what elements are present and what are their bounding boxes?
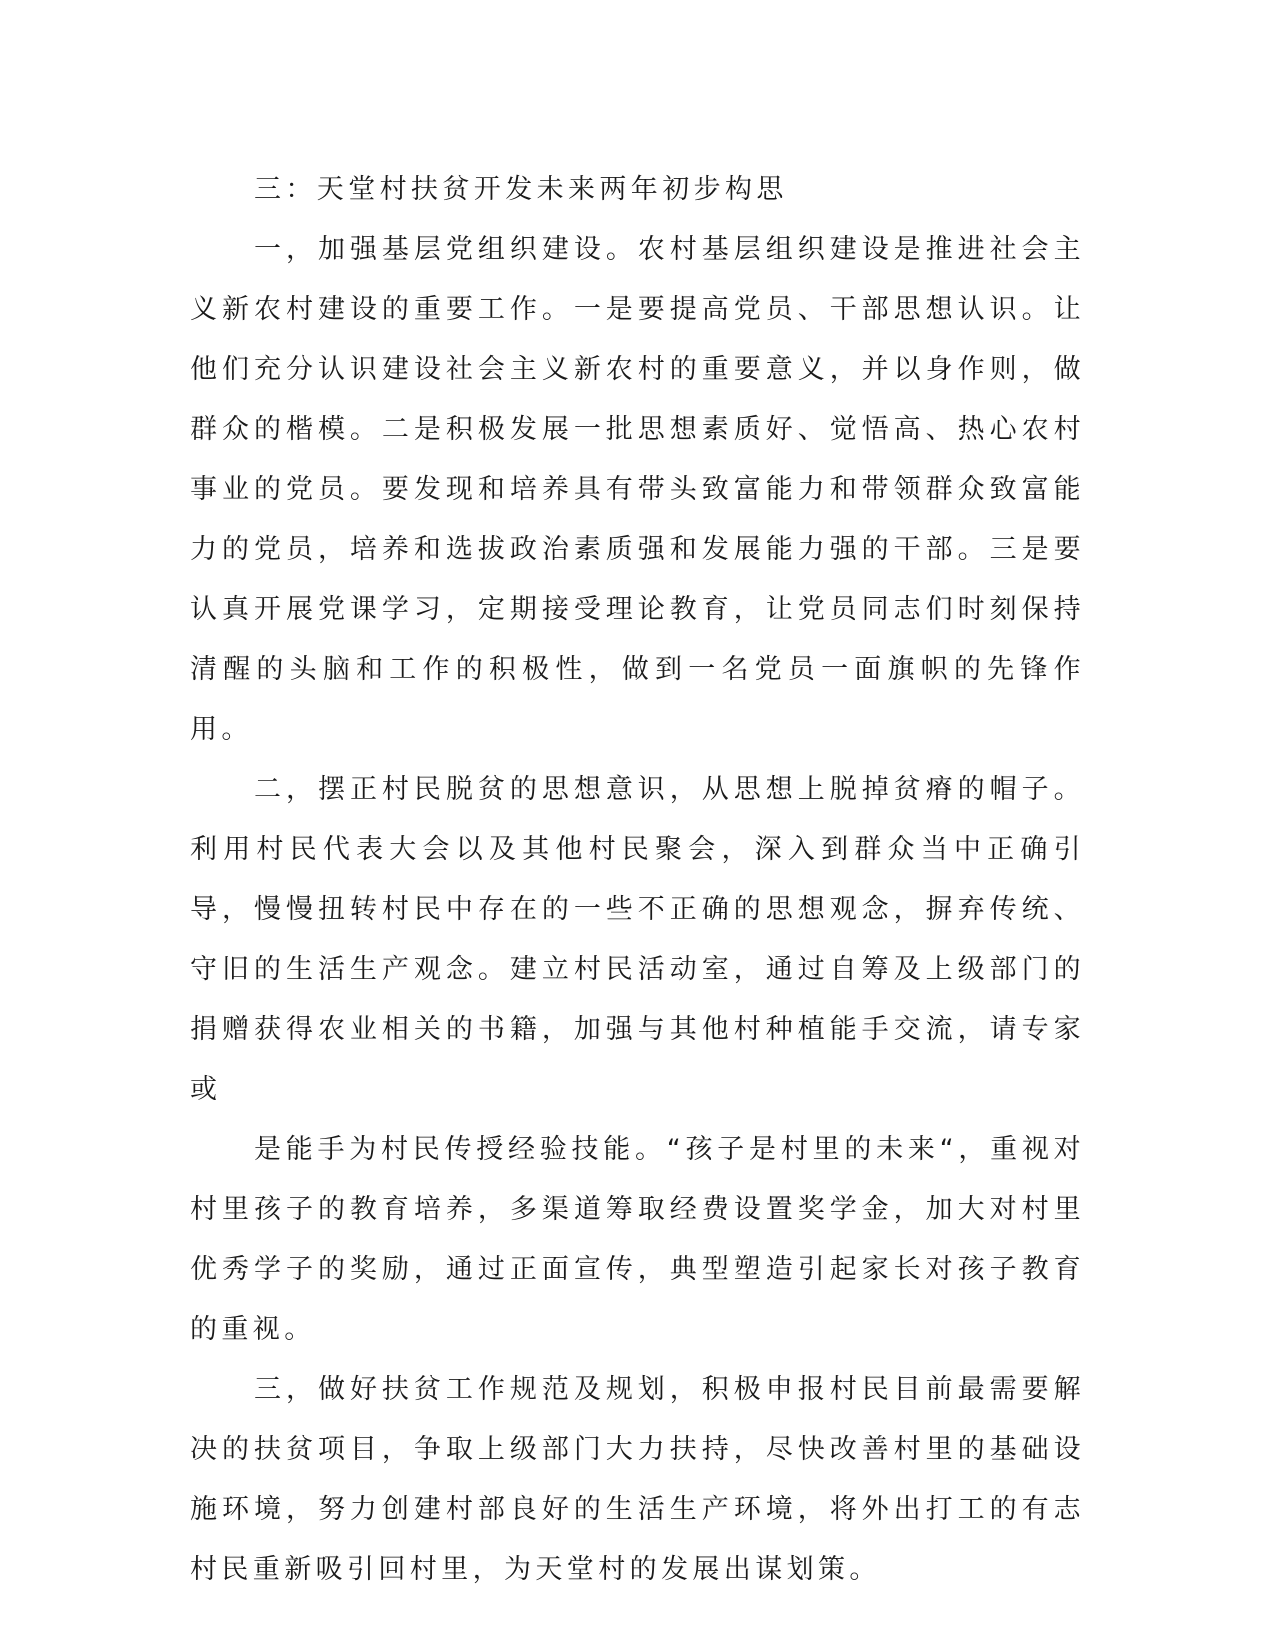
document-body: [190, 160, 1085, 1600]
paragraph-planning: 三，做好扶贫工作规范及规划，积极申报村民目前最需要解决的扶贫项目，争取上级部门大力扶持，尽快改善村里的基础设施环境，努力创建村部良好的生活生产环境，将外出打工的有志村民重新吸引回村里，为天堂村的发展出谋划策。: [190, 1374, 1085, 1585]
paragraph-mindset: 二，摆正村民脱贫的思想意识，从思想上脱掉贫瘠的帽子。利用村民代表大会以及其他村民聚会，深入到群众当中正确引导，慢慢扭转村民中存在的一些不正确的思想观念，摒弃传统、守旧的生活生产观念。建立村民活动室，通过自筹及上级部门的捐赠获得农业相关的书籍，加强与其他村种植能手交流，请专家或: [190, 774, 1085, 1105]
paragraph-education: 是能手为村民传授经验技能。“孩子是村里的未来“，重视对村里孩子的教育培养，多渠道筹取经费设置奖学金，加大对村里优秀学子的奖励，通过正面宣传，典型塑造引起家长对孩子教育的重视。: [190, 1134, 1085, 1345]
paragraph-party-building: 一，加强基层党组织建设。农村基层组织建设是推进社会主义新农村建设的重要工作。一是要提高党员、干部思想认识。让他们充分认识建设社会主义新农村的重要意义，并以身作则，做群众的楷模。二是积极发展一批思想素质好、觉悟高、热心农村事业的党员。要发现和培养具有带头致富能力和带领群众致富能力的党员，培养和选拔政治素质强和发展能力强的干部。三是要认真开展党课学习，定期接受理论教育，让党员同志们时刻保持清醒的头脑和工作的积极性，做到一名党员一面旗帜的先锋作用。: [190, 234, 1085, 745]
section-heading: 三：天堂村扶贫开发未来两年初步构思: [254, 174, 788, 205]
